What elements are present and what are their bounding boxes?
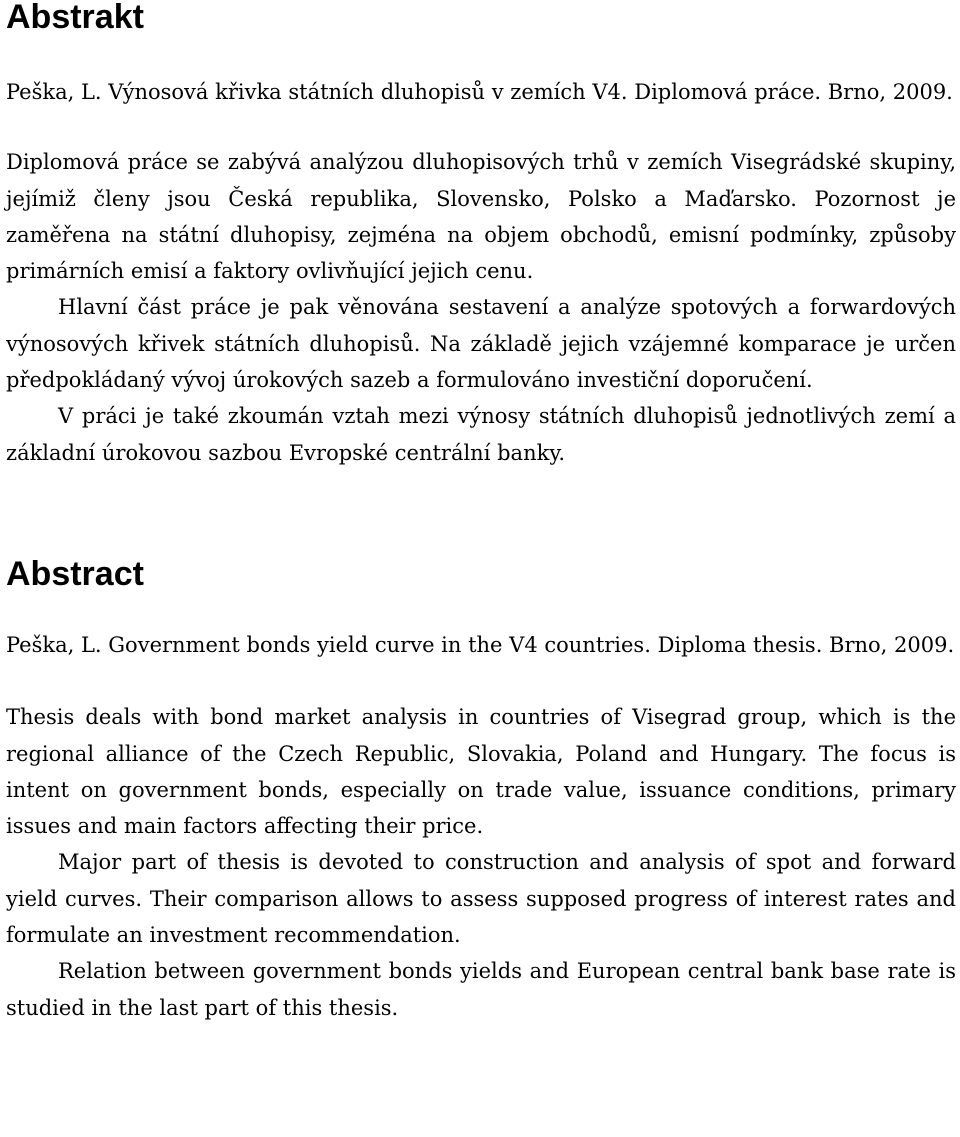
english-paragraph-3: Relation between government bonds yields and European central bank base rate is studied in the last part of this thesis. bbox=[6, 959, 956, 1020]
czech-abstract-title: Abstrakt bbox=[6, 0, 144, 36]
czech-paragraph-2: Hlavní část práce je pak věnována sestavení a analýze spotových a forwardových výnosových křivek státních dluhopisů. Na základě jejich vzájemné komparace je určen předpokládaný vývoj úrokových sazeb a formulováno investiční doporučení. bbox=[6, 295, 956, 393]
english-paragraph-1: Thesis deals with bond market analysis in countries of Visegrad group, which is the regional alliance of the Czech Republic, Slovakia, Poland and Hungary. The focus is intent on government bonds, especially on trade value, issuance conditions, primary issues and main factors affecting their price. bbox=[6, 705, 956, 839]
document-page bbox=[6, 0, 956, 1026]
english-abstract-title: Abstract bbox=[6, 554, 144, 593]
english-paragraph-2: Major part of thesis is devoted to construction and analysis of spot and forward yield curves. Their comparison allows to assess supposed progress of interest rates and formulate an investment recommendation. bbox=[6, 850, 956, 948]
czech-citation: Peška, L. Výnosová křivka státních dluhopisů v zemích V4. Diplomová práce. Brno, 2009. bbox=[6, 80, 953, 104]
czech-paragraph-1: Diplomová práce se zabývá analýzou dluhopisových trhů v zemích Visegrádské skupiny, jejímiž členy jsou Česká republika, Slovensko, Polsko a Maďarsko. Pozornost je zaměřena na státní dluhopisy, zejména na objem obchodů, emisní podmínky, způsoby primárních emisí a faktory ovlivňující jejich cenu. bbox=[6, 150, 956, 284]
english-abstract-section bbox=[6, 554, 956, 1026]
czech-abstract-section bbox=[6, 0, 956, 471]
english-citation: Peška, L. Government bonds yield curve in the V4 countries. Diploma thesis. Brno, 2009. bbox=[6, 632, 955, 657]
czech-paragraph-3: V práci je také zkoumán vztah mezi výnosy státních dluhopisů jednotlivých zemí a základní úrokovou sazbou Evropské centrální banky. bbox=[6, 404, 956, 465]
